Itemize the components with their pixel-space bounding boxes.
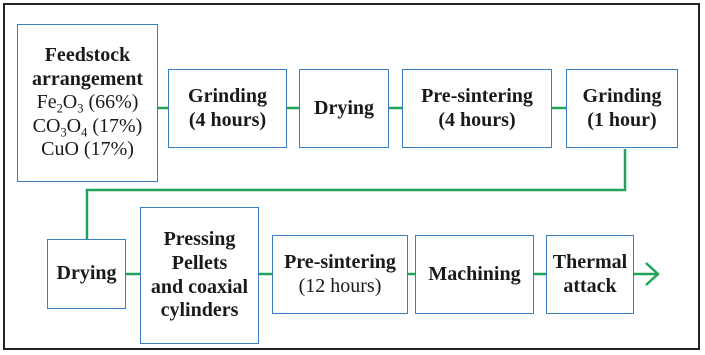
step-label: Grinding (582, 84, 662, 107)
step-label: Pre-sintering (284, 250, 396, 273)
thermal-line2: attack (563, 274, 617, 297)
feedstock-item-co3o4: $CO_3O_4$ (17%) (32, 114, 143, 140)
step-grinding-1h (566, 69, 678, 148)
step-machining (415, 235, 534, 314)
pressing-line4: cylinders (160, 299, 239, 322)
step-thermal-attack (546, 235, 634, 314)
step-detail: (1 hour) (587, 108, 657, 131)
feedstock-item-cuo: CuO (17%) (41, 138, 134, 161)
step-detail: (12 hours) (298, 274, 382, 297)
step-label: Drying (56, 262, 117, 285)
feedstock-item-fe2o3: $Fe_2O_3$ (66%) (36, 91, 139, 116)
feedstock-title-line2: arrangement (31, 67, 144, 90)
step-label: Grinding (188, 84, 267, 107)
feedstock-box (17, 24, 158, 182)
step-drying-1 (299, 69, 389, 148)
step-label: Pre-sintering (421, 84, 533, 107)
step-pressing (140, 207, 259, 344)
feedstock-title-line1: Feedstock (44, 44, 131, 67)
thermal-line1: Thermal (552, 250, 628, 273)
pressing-line3: and coaxial (150, 275, 249, 298)
step-label: Drying (314, 96, 374, 119)
step-detail: (4 hours) (438, 108, 516, 131)
step-presintering-4h (402, 69, 552, 148)
step-drying-2 (47, 239, 126, 309)
step-grinding-4h (168, 69, 287, 148)
step-detail: (4 hours) (188, 108, 267, 131)
step-label: Machining (428, 262, 521, 285)
pressing-line2: Pellets (171, 251, 228, 274)
pressing-line1: Pressing (163, 228, 236, 251)
step-presintering-12h (272, 235, 408, 314)
